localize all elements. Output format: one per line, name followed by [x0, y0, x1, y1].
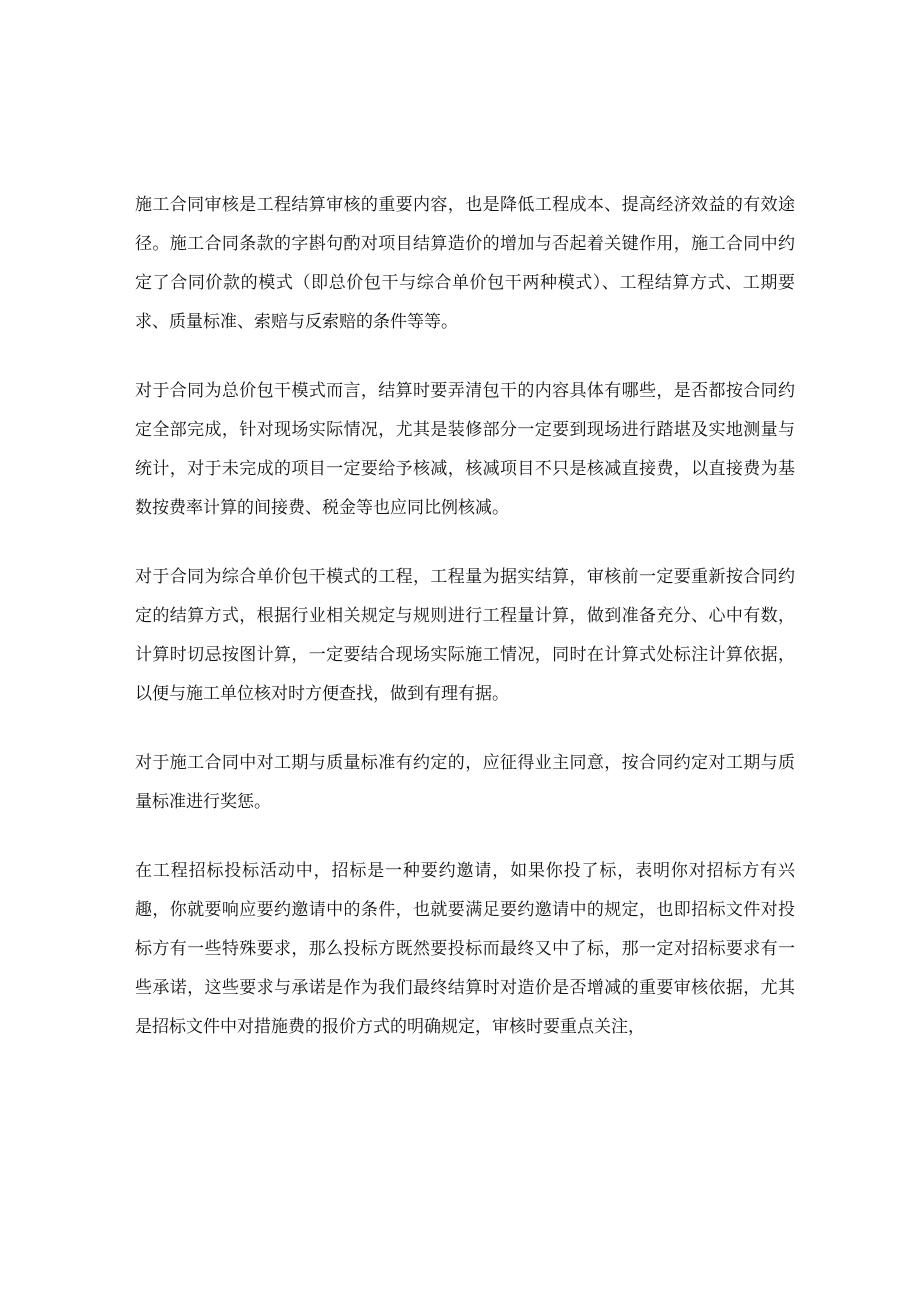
paragraph-lump-sum: 对于合同为总价包干模式而言，结算时要弄清包干的内容具体有哪些，是否都按合同约定全部完成，针对现场实际情况，尤其是装修部分一定要到现场进行踏堪及实地测量与统计，对于未完成的项目一定要给予核减，核减项目不只是核减直接费，以直接费为基数按费率计算的间接费、税金等也应同比例核减。 — [135, 381, 795, 518]
paragraph-bidding: 在工程招标投标活动中，招标是一种要约邀请，如果你投了标，表明你对招标方有兴趣，你就要响应要约邀请中的条件，也就要满足要约邀请中的规定，也即招标文件对投标方有一些特殊要求，那么投标方既然要投标而最终又中了标，那一定对招标要求有一些承诺，这些要求与承诺是作为我们最终结算时对造价是否增减的重要审核依据，尤其是招标文件中对措施费的报价方式的明确规定，审核时要重点关注， — [135, 861, 795, 1037]
paragraph-unit-price: 对于合同为综合单价包干模式的工程，工程量为据实结算，审核前一定要重新按合同约定的结算方式，根据行业相关规定与规则进行工程量计算，做到准备充分、心中有数，计算时切忌按图计算，一定要结合现场实际施工情况，同时在计算式处标注计算依据，以便与施工单位核对时方便查找，做到有理有据。 — [135, 567, 795, 704]
document-body — [135, 186, 795, 1077]
paragraph-contract-review: 施工合同审核是工程结算审核的重要内容，也是降低工程成本、提高经济效益的有效途径。施工合同条款的字斟句酌对项目结算造价的增加与否起着关键作用，施工合同中约定了合同价款的模式（即总价包干与综合单价包干两种模式）、工程结算方式、工期要求、质量标准、索赔与反索赔的条件等等。 — [135, 195, 795, 332]
paragraph-schedule-quality: 对于施工合同中对工期与质量标准有约定的，应征得业主同意，按合同约定对工期与质量标准进行奖惩。 — [135, 753, 795, 812]
